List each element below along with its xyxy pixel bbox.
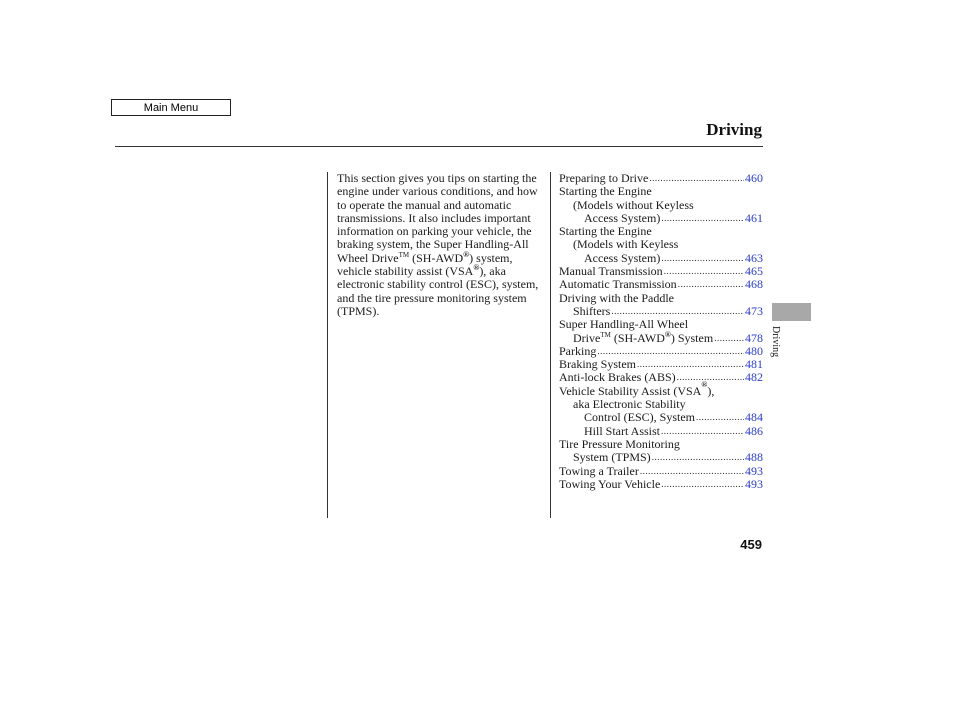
toc-entry-braking-system[interactable] (559, 358, 763, 371)
toc-page-link[interactable]: 460 (745, 171, 763, 185)
toc-entry-towing-vehicle[interactable] (559, 478, 763, 491)
toc-entry-label: Starting the Engine (559, 224, 652, 239)
toc-entry-label (573, 329, 714, 345)
toc-page-link[interactable]: 468 (745, 277, 763, 292)
intro-part-2: (SH-AWD (412, 250, 464, 265)
toc-text-vsa-end: ), (707, 383, 715, 398)
toc-entry-label: Super Handling-All Wheel (559, 317, 689, 332)
toc-entry-label: Control (ESC), System (584, 410, 696, 425)
toc-entry-label: Manual Transmission (559, 264, 663, 279)
intro-part-4: ), aka electronic stability control (ESC), system, and the tire pressure monitoring system (TPMS). (337, 264, 539, 318)
chapter-tab[interactable] (772, 303, 811, 321)
section-title: Driving (706, 120, 762, 139)
trademark-mark: TM (398, 250, 410, 259)
toc-entry-starting-engine-no-keyless[interactable] (559, 185, 763, 225)
toc-entry-tpms[interactable] (559, 438, 763, 465)
toc-entry-towing-trailer[interactable] (559, 465, 763, 478)
toc-page-link[interactable]: 484 (745, 410, 763, 425)
toc-entry-label: Access System) (584, 250, 661, 265)
toc-page-link[interactable]: 463 (745, 250, 763, 265)
toc-entry-abs[interactable] (559, 371, 763, 384)
toc-page-link[interactable]: 482 (745, 370, 763, 385)
toc-text-system: ) System (670, 330, 714, 345)
intro-text (337, 172, 543, 318)
toc-page-link[interactable]: 486 (745, 423, 763, 438)
toc-page-link[interactable]: 481 (745, 357, 763, 372)
toc-entry-label: Towing Your Vehicle (559, 476, 661, 491)
toc-page-link[interactable]: 478 (745, 330, 763, 345)
toc-entry-label: Starting the Engine (559, 184, 652, 199)
toc-entry-label: Automatic Transmission (559, 277, 677, 292)
toc-entry-label: Parking (559, 343, 597, 358)
toc-entry-hill-start-assist[interactable] (559, 425, 763, 438)
toc-page-link[interactable]: 473 (745, 303, 763, 318)
registered-mark: ® (664, 329, 671, 339)
toc-entry-label: Hill Start Assist (584, 423, 661, 438)
toc-entry-label: Driving with the Paddle (559, 290, 674, 305)
registered-mark: ® (701, 379, 708, 389)
toc-entry-preparing-to-drive[interactable] (559, 172, 763, 185)
intro-part-3: ) system, vehicle stability assist (VSA (337, 250, 513, 279)
toc-page-link[interactable]: 465 (745, 264, 763, 279)
toc-page-link[interactable]: 493 (745, 463, 763, 478)
intro-part-1: This section gives you tips on starting the engine under various conditions, and how to operate the manual and automatic transmissions. It also includes important information on parking your vehicle, the braking system, the Super Handling-All Wheel Drive (337, 171, 538, 265)
toc-page-link[interactable]: 488 (745, 450, 763, 465)
toc-entry-label: Access System) (584, 210, 661, 225)
toc-entry-label: Preparing to Drive (559, 171, 649, 185)
page-number: 459 (740, 537, 762, 552)
registered-mark: ® (463, 249, 470, 259)
column-divider-right (550, 172, 551, 518)
toc-page-link[interactable]: 461 (745, 210, 763, 225)
toc-entry-automatic-transmission[interactable] (559, 278, 763, 291)
toc-entry-label: Tire Pressure Monitoring (559, 436, 680, 451)
trademark-mark: TM (600, 330, 611, 339)
toc-entry-vsa[interactable] (559, 379, 763, 425)
main-menu-button[interactable]: Main Menu (111, 99, 231, 116)
toc-entry-parking[interactable] (559, 345, 763, 358)
toc-entry-label: Shifters (573, 303, 611, 318)
toc-entry-label: Towing a Trailer (559, 463, 639, 478)
toc-page-link[interactable]: 493 (745, 476, 763, 491)
toc-entry-sh-awd[interactable] (559, 318, 763, 345)
toc-text-vsa: Vehicle Stability Assist (VSA (559, 383, 702, 398)
toc-entry-label: System (TPMS) (573, 450, 651, 465)
toc-text-drive: Drive (573, 330, 601, 345)
toc-entry-manual-transmission[interactable] (559, 265, 763, 278)
toc-entry-label: (Models with Keyless (573, 237, 679, 252)
column-divider-left (327, 172, 328, 518)
toc-page-link[interactable]: 480 (745, 343, 763, 358)
toc-entry-paddle-shifters[interactable] (559, 292, 763, 319)
toc-entry-label: Braking System (559, 357, 636, 372)
table-of-contents (559, 172, 763, 491)
registered-mark: ® (473, 263, 480, 273)
toc-entry-label: (Models without Keyless (573, 197, 694, 212)
toc-entry-label: Anti-lock Brakes (ABS) (559, 370, 676, 385)
toc-text-shawd: (SH-AWD (610, 330, 665, 345)
toc-entry-starting-engine-keyless[interactable] (559, 225, 763, 265)
chapter-tab-label: Driving (770, 326, 781, 358)
title-divider (115, 146, 763, 147)
toc-entry-label: aka Electronic Stability (573, 397, 686, 412)
